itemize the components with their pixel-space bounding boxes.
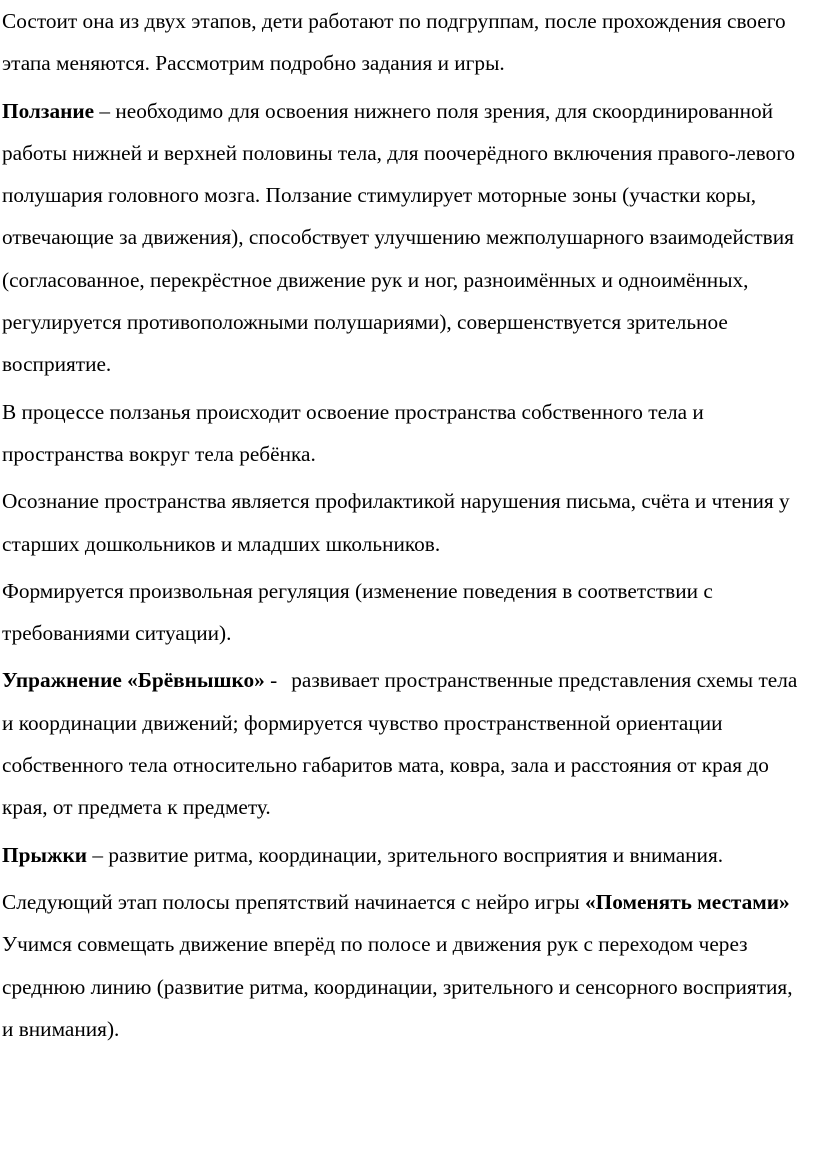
log-exercise-dash: - — [264, 668, 278, 693]
paragraph-space-awareness — [2, 480, 806, 565]
jumps-description: – развитие ритма, координации, зрительного восприятия и внимания. — [87, 842, 724, 867]
crawling-term: Ползание — [2, 98, 95, 123]
paragraph-jumps — [2, 834, 806, 876]
log-exercise-description: развивает пространственные представления схемы тела и координации движений; формируется чувство пространственной ориентации собственного тела относительно габаритов мата, ковра, зала и расстояния от края до края, от предмета к предмету. — [2, 668, 798, 820]
paragraph-intro-text: Состоит она из двух этапов, дети работают по подгруппам, после прохождения своего этапа меняются. Рассмотрим подробно задания и игры. — [2, 9, 786, 76]
crawling-description: – необходимо для освоения нижнего поля зрения, для скоординированной работы нижней и верхней половины тела, для поочерёдного включения правого-левого полушария головного мозга. Ползание стимулирует моторные зоны (участки коры, отвечающие за движения), способствует улучшению межполушарного взаимодействия (согласованное, перекрёстное движение рук и ног, разноимённых и одноимённых, регулируется противоположными полушариями), совершенствуется зрительное восприятие. — [2, 98, 796, 377]
crawling-space-text: В процессе ползанья происходит освоение пространства собственного тела и пространства вокруг тела ребёнка. — [2, 399, 704, 466]
next-stage-intro: Следующий этап полосы препятствий начинается с нейро игры — [2, 889, 585, 914]
swap-places-game-term: «Поменять местами» — [584, 889, 790, 914]
paragraph-crawling — [2, 90, 806, 386]
space-awareness-text: Осознание пространства является профилактикой нарушения письма, счёта и чтения у старших дошкольников и младших школьников. — [2, 489, 790, 556]
jumps-term: Прыжки — [2, 842, 88, 867]
paragraph-log-exercise — [2, 659, 806, 828]
next-stage-description: Учимся совмещать движение вперёд по полосе и движения рук с переходом через среднюю линию (развитие ритма, координации, зрительного и сенсорного восприятия, и внимания). — [2, 932, 793, 1041]
log-exercise-term: Упражнение «Брёвнышко» — [2, 668, 265, 693]
regulation-text: Формируется произвольная регуляция (изменение поведения в соответствии с требованиями ситуации). — [2, 578, 713, 646]
paragraph-crawling-space — [2, 391, 806, 476]
paragraph-next-stage — [2, 881, 806, 1050]
paragraph-intro — [2, 0, 806, 85]
paragraph-regulation — [2, 570, 806, 655]
